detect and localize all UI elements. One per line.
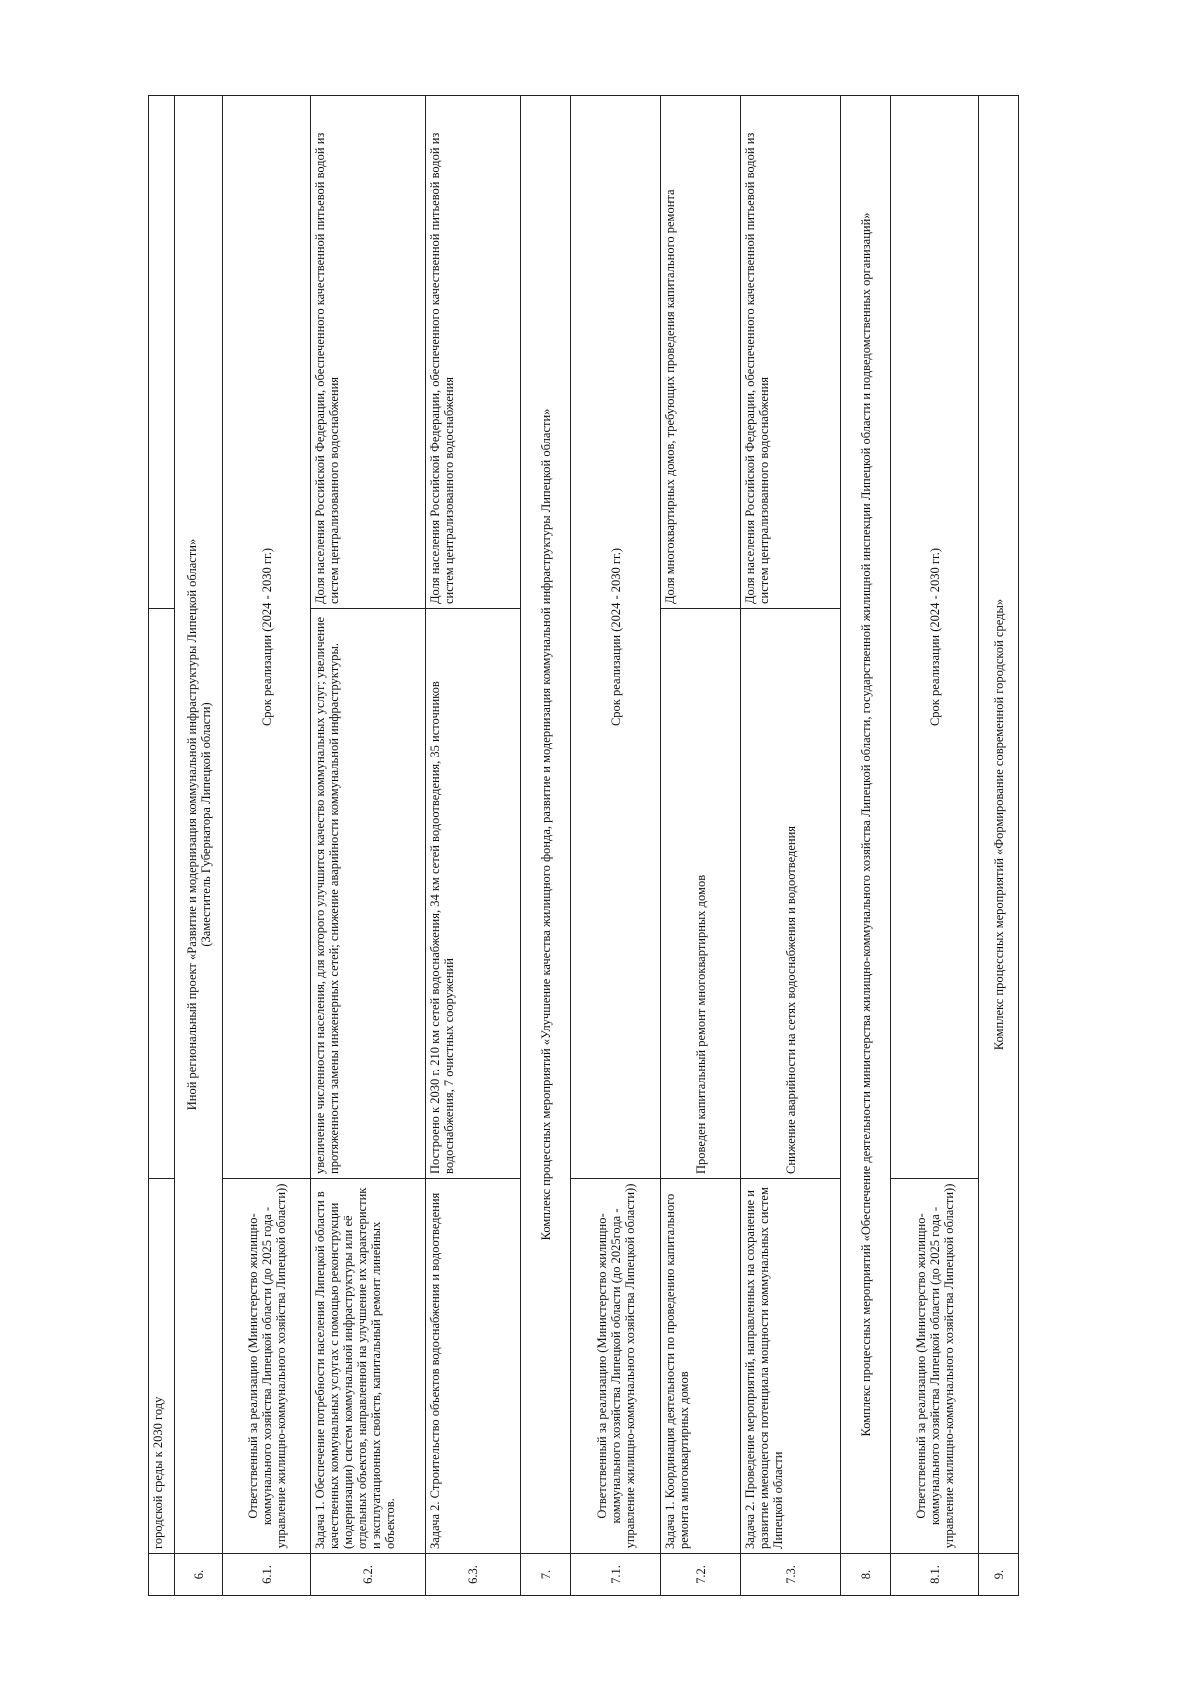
table-row bbox=[311, 96, 426, 1596]
indicator-cell: Доля населения Российской Федерации, обеспеченного качественной питьевой водой из систем централизованного водоснабжения bbox=[311, 96, 426, 609]
row-number: 7.1. bbox=[571, 1554, 661, 1596]
table-row bbox=[891, 96, 979, 1596]
table-row bbox=[223, 96, 311, 1596]
table-row bbox=[979, 96, 1019, 1596]
term-cell: Срок реализации (2024 - 2030 гг.) bbox=[891, 96, 979, 1179]
indicator-cell: Доля населения Российской Федерации, обеспеченного качественной питьевой водой из систем централизованного водоснабжения bbox=[426, 96, 521, 609]
row-number: 6. bbox=[175, 1554, 223, 1596]
indicator-cell: Доля многоквартирных домов, требующих проведения капитального ремонта bbox=[661, 96, 741, 609]
table-row bbox=[426, 96, 521, 1596]
rotated-table-wrapper bbox=[148, 96, 1103, 1596]
table-row-filler bbox=[1019, 96, 1104, 1596]
result-cell: Проведен капитальный ремонт многоквартирных домов bbox=[661, 609, 741, 1179]
responsible-cell: Ответственный за реализацию (Министерство жилищно-коммунального хозяйства Липецкой области (до 2025 года - управление жилищно-коммунального хозяйства Липецкой области)) bbox=[223, 1179, 311, 1554]
result-cell: увеличение численности населения, для которого улучшится качество коммунальных услуг; увеличение протяженности замены инженерных сетей; снижение аварийности коммунальной инфраструктуры. bbox=[311, 609, 426, 1179]
task-cell: Задача 1. Обеспечение потребности населения Липецкой области в качественных коммунальных услугах с помощью реконструкции (модернизации) систем коммунальной инфраструктуры или её отдельных объектов, направленной на улучшение их характеристик и эксплуатационных свойств, капитальный ремонт линейных объектов. bbox=[311, 1179, 426, 1554]
table-row bbox=[741, 96, 841, 1596]
indicator-cell: Доля населения Российской Федерации, обеспеченного качественной питьевой водой из систем централизованного водоснабжения bbox=[741, 96, 841, 609]
section-title-sub: (Заместитель Губернатора Липецкой области) bbox=[198, 702, 213, 947]
result-cell: Снижение аварийности на сетях водоснабжения и водоотведения bbox=[741, 609, 841, 1179]
section-title bbox=[175, 96, 223, 1554]
result-cell: Построено к 2030 г. 210 км сетей водоснабжения, 34 км сетей водоотведения, 35 источников водоснабжения, 7 очистных сооружений bbox=[426, 609, 521, 1179]
table-row bbox=[841, 96, 891, 1596]
term-cell: Срок реализации (2024 - 2030 гг.) bbox=[223, 96, 311, 1179]
section-title: Комплекс процессных мероприятий «Формирование современной городской среды» bbox=[979, 96, 1019, 1554]
responsible-cell: Ответственный за реализацию (Министерство жилищно-коммунального хозяйства Липецкой области (до 2025 года - управление жилищно-коммунального хозяйства Липецкой области)) bbox=[891, 1179, 979, 1554]
row-number: 7.2. bbox=[661, 1554, 741, 1596]
task-cell: Задача 2. Проведение мероприятий, направленных на сохранение и развитие имеющегося потенциала мощности коммунальных систем Липецкой области bbox=[741, 1179, 841, 1554]
row-number: 6.1. bbox=[223, 1554, 311, 1596]
row-number: 7. bbox=[521, 1554, 571, 1596]
row-number: 9. bbox=[979, 1554, 1019, 1596]
term-cell: Срок реализации (2024 - 2030 гг.) bbox=[571, 96, 661, 1179]
section-title: Комплекс процессных мероприятий «Улучшение качества жилищного фонда, развитие и модернизация коммунальной инфраструктуры Липецкой области» bbox=[521, 96, 571, 1554]
header-continuation: городской среды к 2030 году bbox=[149, 1179, 175, 1554]
responsible-cell: Ответственный за реализацию (Министерство жилищно-коммунального хозяйства Липецкой области (до 2025года - управление жилищно-коммунального хозяйства Липецкой области)) bbox=[571, 1179, 661, 1554]
task-cell: Задача 2. Строительство объектов водоснабжения и водоотведения bbox=[426, 1179, 521, 1554]
table-row bbox=[661, 96, 741, 1596]
table-row bbox=[149, 96, 175, 1596]
row-number: 8. bbox=[841, 1554, 891, 1596]
table-row bbox=[521, 96, 571, 1596]
section-title: Комплекс процессных мероприятий «Обеспечение деятельности министерства жилищно-коммунального хозяйства Липецкой области, государственной жилищной инспекции Липецкой области и подведомственных организаций» bbox=[841, 96, 891, 1554]
table-row bbox=[571, 96, 661, 1596]
row-number: 8.1. bbox=[891, 1554, 979, 1596]
row-number: 7.3. bbox=[741, 1554, 841, 1596]
row-number: 6.3. bbox=[426, 1554, 521, 1596]
table-row bbox=[175, 96, 223, 1596]
measures-table bbox=[148, 95, 1103, 1596]
row-number: 6.2. bbox=[311, 1554, 426, 1596]
task-cell: Задача 1. Координация деятельности по проведению капитального ремонта многоквартирных домов bbox=[661, 1179, 741, 1554]
section-title-main: Иной региональный проект «Развитие и модернизация коммунальной инфраструктуры Липецкой области» bbox=[184, 538, 199, 1111]
